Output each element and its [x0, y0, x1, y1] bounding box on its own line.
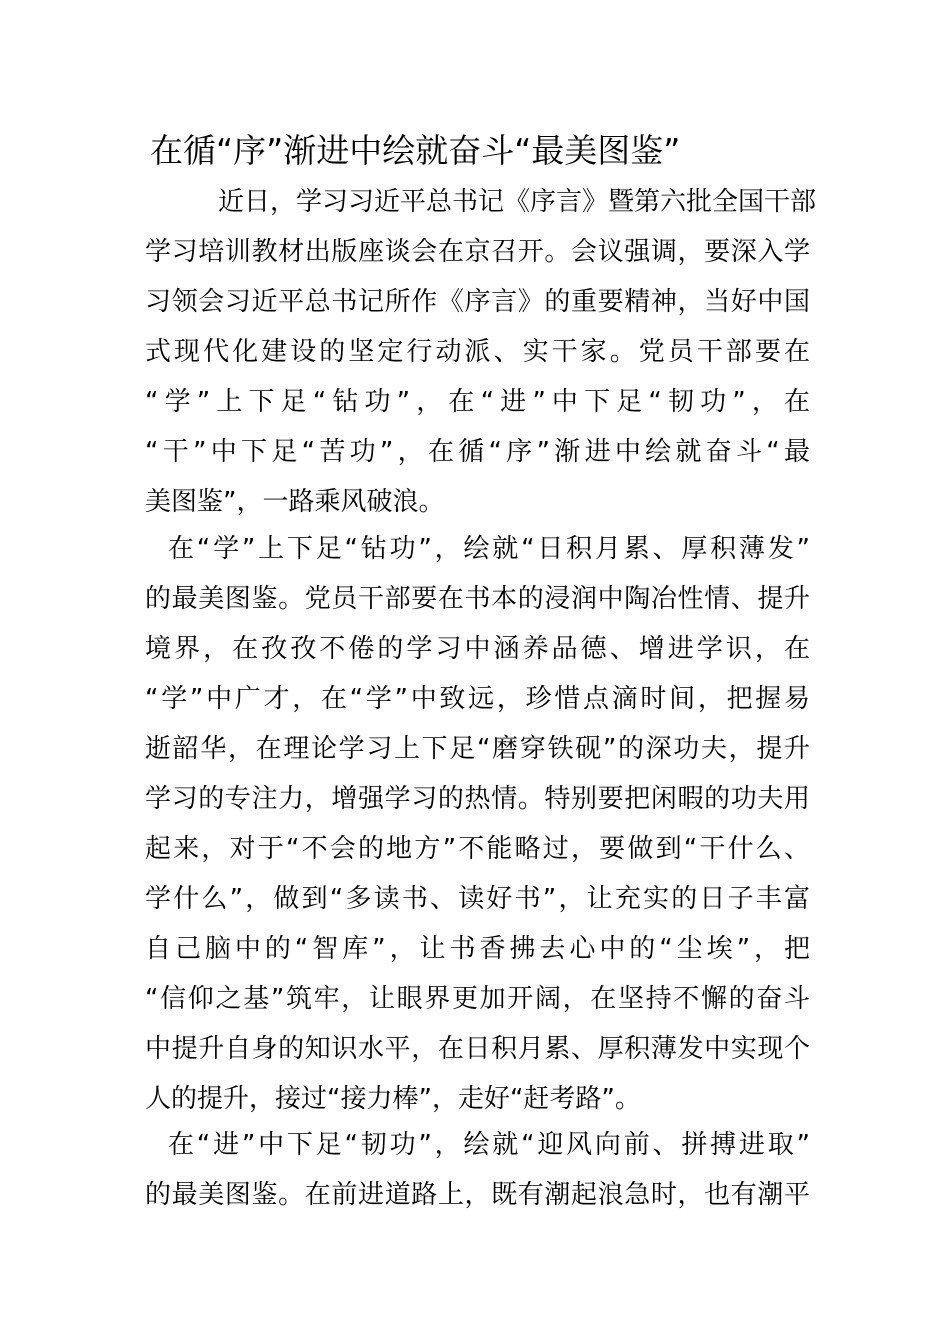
paragraph-line: “干”中下足“苦功”，在循“序”渐进中绘就奋斗“最 [145, 437, 810, 467]
paragraph-line: “学”中广才，在“学”中致远，珍惜点滴时间，把握易 [145, 684, 810, 714]
paragraph-line: “信仰之基”筑牢，让眼界更加开阔，在坚持不懈的奋斗 [145, 984, 810, 1014]
paragraph-line: 习领会习近平总书记所作《序言》的重要精神，当好中国 [145, 287, 810, 317]
paragraph-line: 美图鉴”，一路乘风破浪。 [145, 487, 445, 517]
paragraph-line: 的最美图鉴。党员干部要在书本的浸润中陶冶性情、提升 [145, 584, 810, 614]
paragraph-line: 起来，对于“不会的地方”不能略过，要做到“干什么、 [145, 834, 810, 864]
paragraph-line: 近日，学习习近平总书记《序言》暨第六批全国干部 [218, 187, 817, 217]
paragraph-line: 式现代化建设的坚定行动派、实干家。党员干部要在 [145, 337, 810, 367]
paragraph-line: 在“进”中下足“韧功”，绘就“迎风向前、拼搏进取” [168, 1130, 810, 1160]
paragraph-line: 的最美图鉴。在前进道路上，既有潮起浪急时，也有潮平 [145, 1180, 810, 1210]
paragraph-line: 学习培训教材出版座谈会在京召开。会议强调，要深入学 [145, 237, 810, 267]
paragraph-line: 中提升自身的知识水平，在日积月累、厚积薄发中实现个 [145, 1034, 810, 1064]
paragraph-line: “学”上下足“钻功”，在“进”中下足“韧功”，在 [145, 387, 810, 417]
paragraph-line: 逝韶华，在理论学习上下足“磨穿铁砚”的深功夫，提升 [145, 734, 810, 764]
paragraph-line: 自己脑中的“智库”，让书香拂去心中的“尘埃”，把 [145, 934, 810, 964]
paragraph-line: 人的提升，接过“接力棒”，走好“赶考路”。 [145, 1084, 641, 1114]
document-title: 在循“序”渐进中绘就奋斗“最美图鉴” [150, 131, 681, 170]
paragraph-line: 在“学”上下足“钻功”，绘就“日积月累、厚积薄发” [168, 534, 810, 564]
paragraph-line: 学什么”，做到“多读书、读好书”，让充实的日子丰富 [145, 884, 810, 914]
paragraph-line: 学习的专注力，增强学习的热情。特别要把闲暇的功夫用 [145, 784, 810, 814]
paragraph-line: 境界，在孜孜不倦的学习中涵养品德、增进学识，在 [145, 634, 810, 664]
